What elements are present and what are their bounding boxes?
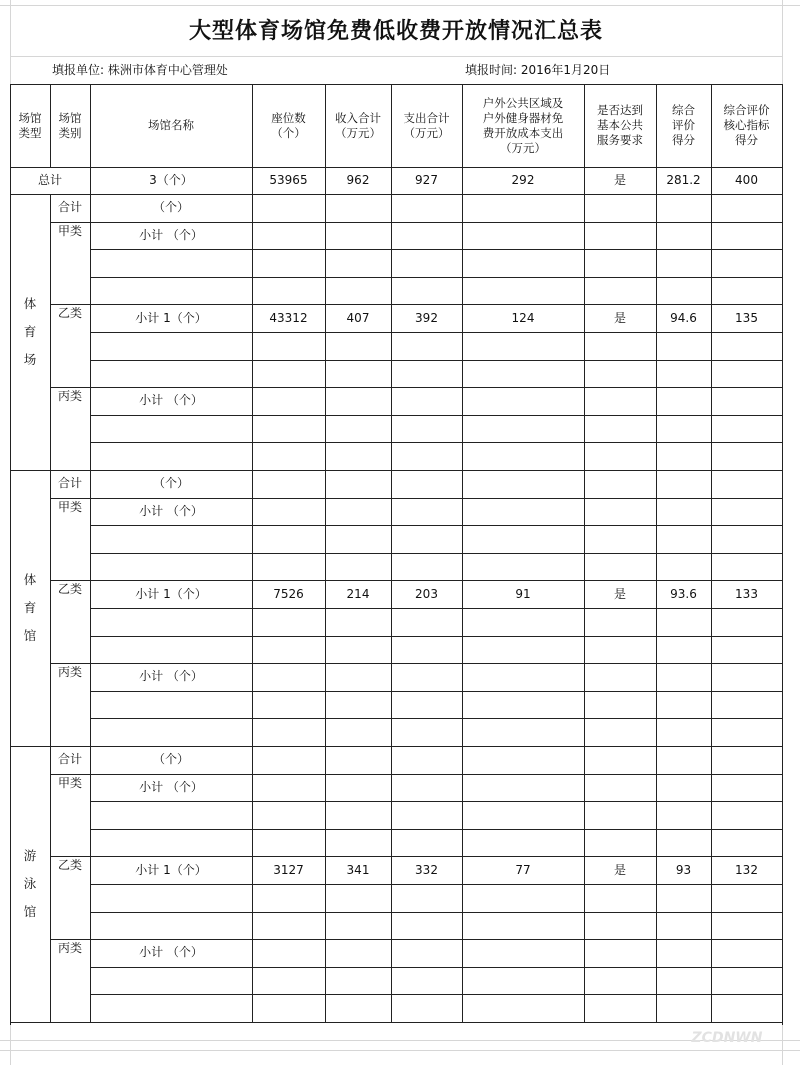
border-line <box>391 84 392 167</box>
gymnasium-cat-expense: 203 <box>415 586 438 601</box>
natatorium-cat-subtotal: 小计 1（个） <box>135 862 207 877</box>
border-line <box>50 939 782 940</box>
total-income: 962 <box>346 173 370 187</box>
natatorium-type-label: 游 泳 馆 <box>23 848 37 919</box>
border-line <box>584 746 585 1022</box>
border-line <box>50 470 51 746</box>
natatorium-cat-label: 丙类 <box>57 941 82 956</box>
col-venue-class: 场馆 类别 <box>58 110 82 140</box>
natatorium-cat-seats: 3127 <box>273 862 304 877</box>
stadium-type-label: 体 育 场 <box>23 296 37 367</box>
border-line <box>656 470 657 746</box>
border-line <box>584 167 585 194</box>
stadium-total-label: 合计 <box>57 200 82 215</box>
watermark-logo: ZCDNWN <box>691 1030 763 1046</box>
border-line <box>90 691 782 692</box>
border-line <box>90 470 91 746</box>
total-meets: 是 <box>613 173 626 187</box>
gridline <box>0 5 800 6</box>
total-core: 400 <box>735 173 758 187</box>
border-line <box>584 84 585 167</box>
natatorium-cat-subtotal: 小计 （个） <box>139 779 203 794</box>
gymnasium-cat-income: 214 <box>346 586 370 601</box>
col-venue-type: 场馆 类型 <box>18 110 42 140</box>
gymnasium-cat-score: 93.6 <box>670 586 697 601</box>
natatorium-cat-label: 甲类 <box>57 775 82 790</box>
border-line <box>90 718 782 719</box>
border-line <box>50 498 782 499</box>
gymnasium-cat-core: 133 <box>735 586 758 601</box>
border-line <box>325 194 326 470</box>
border-line <box>90 746 91 1022</box>
border-line <box>10 167 782 168</box>
total-label: 总计 <box>37 173 62 187</box>
natatorium-cat-income: 341 <box>346 862 370 877</box>
border-line <box>462 84 463 167</box>
border-line <box>391 470 392 746</box>
border-line <box>782 84 783 1025</box>
gymnasium-cat-label: 乙类 <box>57 582 82 597</box>
fill-unit: 填报单位: 株洲市体育中心管理处 <box>52 62 228 77</box>
border-line <box>325 470 326 746</box>
gymnasium-cat-seats: 7526 <box>273 586 304 601</box>
natatorium-cat-outdoor: 77 <box>515 862 531 877</box>
border-line <box>50 84 51 167</box>
border-line <box>711 470 712 746</box>
total-seats: 53965 <box>269 173 308 187</box>
col-income: 收入合计 （万元） <box>335 110 381 140</box>
gymnasium-cat-subtotal: 小计 （个） <box>139 503 203 518</box>
border-line <box>10 194 782 195</box>
col-venue-name: 场馆名称 <box>148 118 194 132</box>
border-line <box>656 167 657 194</box>
total-outdoor: 292 <box>511 173 535 187</box>
border-line <box>90 525 782 526</box>
border-line <box>90 415 782 416</box>
border-line <box>656 746 657 1022</box>
border-line <box>584 194 585 470</box>
natatorium-cat-score: 93 <box>675 862 692 877</box>
border-line <box>711 746 712 1022</box>
border-line <box>50 222 782 223</box>
border-line <box>90 442 782 443</box>
border-line <box>252 84 253 167</box>
border-line <box>90 332 782 333</box>
gymnasium-cat-outdoor: 91 <box>515 586 531 601</box>
col-seats: 座位数 （个） <box>271 110 306 140</box>
border-line <box>10 84 11 1025</box>
border-line <box>391 746 392 1022</box>
stadium-cat-score: 94.6 <box>670 310 697 325</box>
gymnasium-cat-label: 丙类 <box>57 665 82 680</box>
border-line <box>711 167 712 194</box>
gymnasium-cat-label: 甲类 <box>57 499 82 514</box>
gymnasium-cat-subtotal: 小计 （个） <box>139 669 203 684</box>
border-line <box>462 167 463 194</box>
stadium-cat-subtotal: 小计 1（个） <box>135 310 207 325</box>
border-line <box>90 277 782 278</box>
border-line <box>90 167 91 194</box>
border-line <box>50 663 782 664</box>
natatorium-cat-label: 乙类 <box>57 858 82 873</box>
border-line <box>90 553 782 554</box>
page-title: 大型体育场馆免费低收费开放情况汇总表 <box>188 18 603 44</box>
border-line <box>50 856 782 857</box>
border-line <box>90 884 782 885</box>
gymnasium-cat-meets: 是 <box>613 586 626 601</box>
border-line <box>711 84 712 167</box>
border-line <box>584 470 585 746</box>
natatorium-cat-expense: 332 <box>415 862 438 877</box>
total-score: 281.2 <box>666 173 701 187</box>
border-line <box>90 249 782 250</box>
border-line <box>50 194 51 470</box>
border-line <box>10 84 782 85</box>
border-line <box>656 194 657 470</box>
border-line <box>90 829 782 830</box>
col-outdoor-cost: 户外公共区域及 户外健身器材免 费开放成本支出 （万元） <box>482 95 564 155</box>
col-core-score: 综合评价 核心指标 得分 <box>723 103 770 147</box>
border-line <box>50 580 782 581</box>
border-line <box>391 194 392 470</box>
stadium-cat-subtotal: 小计 （个） <box>139 393 203 408</box>
border-line <box>90 194 91 470</box>
border-line <box>50 304 782 305</box>
border-line <box>90 84 91 167</box>
border-line <box>711 194 712 470</box>
natatorium-total-label: 合计 <box>57 752 82 767</box>
border-line <box>90 801 782 802</box>
col-score: 综合 评价 得分 <box>672 103 695 147</box>
stadium-cat-meets: 是 <box>613 310 626 325</box>
stadium-cat-subtotal: 小计 （个） <box>139 227 203 242</box>
border-line <box>90 608 782 609</box>
stadium-cat-expense: 392 <box>415 310 438 325</box>
total-name: 3（个） <box>149 173 193 187</box>
natatorium-cat-subtotal: 小计 （个） <box>139 945 203 960</box>
border-line <box>50 774 782 775</box>
border-line <box>50 746 51 1022</box>
border-line <box>462 746 463 1022</box>
border-line <box>252 470 253 746</box>
border-line <box>656 84 657 167</box>
stadium-cat-label: 甲类 <box>57 223 82 238</box>
border-line <box>325 84 326 167</box>
border-line <box>252 167 253 194</box>
gymnasium-type-label: 体 育 馆 <box>23 572 37 643</box>
border-line <box>325 167 326 194</box>
border-line <box>252 746 253 1022</box>
stadium-cat-outdoor: 124 <box>511 310 535 325</box>
border-line <box>90 360 782 361</box>
stadium-cat-label: 丙类 <box>57 389 82 404</box>
natatorium-cat-meets: 是 <box>613 862 626 877</box>
gymnasium-cat-subtotal: 小计 1（个） <box>135 586 207 601</box>
stadium-cat-label: 乙类 <box>57 306 82 321</box>
stadium-total-name: （个） <box>152 200 189 215</box>
border-line <box>90 994 782 995</box>
natatorium-total-name: （个） <box>152 752 189 767</box>
total-expense: 927 <box>415 173 438 187</box>
stadium-cat-income: 407 <box>346 310 370 325</box>
col-expense: 支出合计 （万元） <box>403 110 450 140</box>
fill-date: 填报时间: 2016年1月20日 <box>465 62 611 77</box>
border-line <box>325 746 326 1022</box>
border-line <box>391 167 392 194</box>
col-meets-standard: 是否达到 基本公共 服务要求 <box>597 103 643 147</box>
border-line <box>462 470 463 746</box>
stadium-cat-core: 135 <box>735 310 758 325</box>
gymnasium-total-name: （个） <box>152 476 189 491</box>
border-line <box>90 636 782 637</box>
border-line <box>252 194 253 470</box>
border-line <box>90 967 782 968</box>
border-line <box>50 387 782 388</box>
natatorium-cat-core: 132 <box>735 862 758 877</box>
border-line <box>462 194 463 470</box>
border-line <box>90 912 782 913</box>
stadium-cat-seats: 43312 <box>269 310 308 325</box>
gridline <box>10 56 782 57</box>
gymnasium-total-label: 合计 <box>57 476 82 491</box>
